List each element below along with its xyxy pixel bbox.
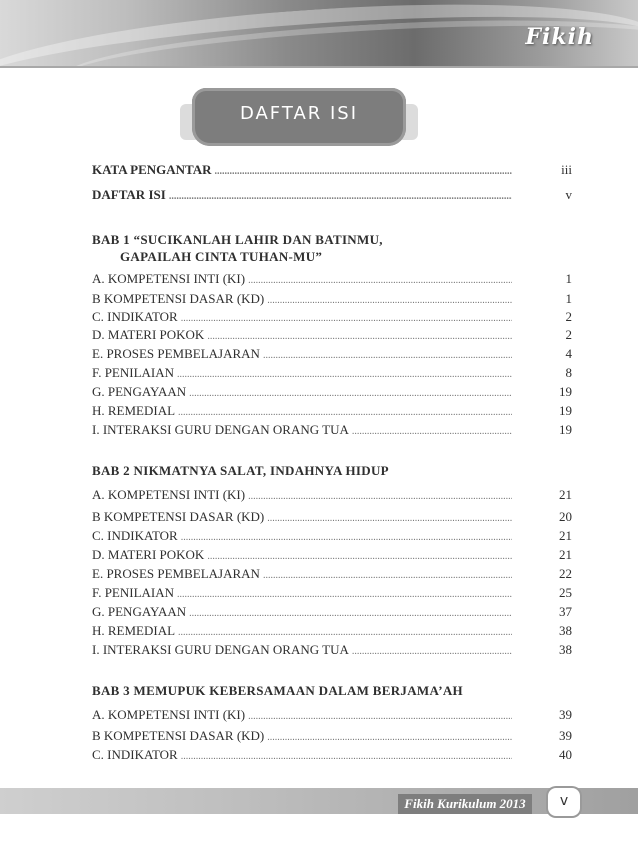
toc-leader bbox=[169, 191, 512, 202]
toc-page: v bbox=[565, 187, 572, 202]
toc-page: 40 bbox=[559, 747, 572, 762]
toc-label: F. PENILAIAN bbox=[92, 365, 175, 380]
toc-row[interactable] bbox=[92, 566, 572, 584]
toc-label: C. INDIKATOR bbox=[92, 309, 178, 324]
toc-label: H. REMEDIAL bbox=[92, 403, 176, 418]
toc-row[interactable] bbox=[92, 422, 572, 440]
header-brand: Fikih bbox=[525, 24, 594, 50]
toc-page: 1 bbox=[565, 271, 572, 286]
toc-leader bbox=[178, 407, 512, 418]
toc-page: 19 bbox=[559, 384, 572, 399]
toc-page: 21 bbox=[559, 487, 572, 502]
toc-label: E. PROSES PEMBELAJARAN bbox=[92, 346, 260, 361]
toc-label: H. REMEDIAL bbox=[92, 623, 176, 638]
toc-label: C. INDIKATOR bbox=[92, 528, 178, 543]
toc-page: 19 bbox=[559, 422, 572, 437]
chapter-1-title[interactable]: BAB 1 “SUCIKANLAH LAHIR DAN BATINMU, bbox=[92, 232, 383, 247]
toc-page: 1 bbox=[565, 291, 572, 306]
toc-leader bbox=[248, 275, 512, 286]
toc-page: 21 bbox=[559, 547, 572, 562]
toc-page: 19 bbox=[559, 403, 572, 418]
toc-leader bbox=[207, 331, 512, 342]
toc-label: D. MATERI POKOK bbox=[92, 327, 205, 342]
toc-leader bbox=[352, 426, 512, 437]
toc-row[interactable] bbox=[92, 585, 572, 603]
toc-leader bbox=[177, 589, 512, 600]
toc-label: A. KOMPETENSI INTI (KI) bbox=[92, 707, 246, 722]
toc-page: 4 bbox=[565, 346, 572, 361]
toc-leader bbox=[248, 711, 512, 722]
toc-leader bbox=[267, 295, 512, 306]
toc-page: 20 bbox=[559, 509, 572, 524]
toc-row[interactable] bbox=[92, 623, 572, 641]
toc-page: 2 bbox=[565, 309, 572, 324]
toc-label: A. KOMPETENSI INTI (KI) bbox=[92, 271, 246, 286]
chapter-1-title-line2: GAPAILAH CINTA TUHAN-MU” bbox=[120, 249, 323, 264]
toc-label: A. KOMPETENSI INTI (KI) bbox=[92, 487, 246, 502]
toc-page: 39 bbox=[559, 728, 572, 743]
page-title: DAFTAR ISI bbox=[239, 103, 359, 124]
toc-page: 21 bbox=[559, 528, 572, 543]
toc-leader bbox=[267, 513, 512, 524]
toc-label: F. PENILAIAN bbox=[92, 585, 175, 600]
toc-row[interactable] bbox=[92, 747, 572, 765]
toc-row[interactable] bbox=[92, 271, 572, 289]
page-number: v bbox=[559, 793, 569, 809]
toc-page: 22 bbox=[559, 566, 572, 581]
toc-row[interactable] bbox=[92, 509, 572, 527]
toc-page: 37 bbox=[559, 604, 572, 619]
toc-label: C. INDIKATOR bbox=[92, 747, 178, 762]
toc-leader bbox=[263, 350, 512, 361]
toc-label: KATA PENGANTAR bbox=[92, 162, 212, 177]
toc-row[interactable] bbox=[92, 642, 572, 660]
toc-label: I. INTERAKSI GURU DENGAN ORANG TUA bbox=[92, 642, 349, 657]
toc-row[interactable] bbox=[92, 728, 572, 746]
toc-leader bbox=[178, 627, 512, 638]
toc-leader bbox=[181, 313, 512, 324]
toc-leader bbox=[263, 570, 512, 581]
toc-row[interactable] bbox=[92, 346, 572, 364]
toc-label: D. MATERI POKOK bbox=[92, 547, 205, 562]
toc-leader bbox=[207, 551, 512, 562]
toc-label: G. PENGAYAAN bbox=[92, 604, 187, 619]
toc-page: 38 bbox=[559, 623, 572, 638]
header-divider bbox=[0, 66, 638, 68]
chapter-3-title[interactable]: BAB 3 MEMUPUK KEBERSAMAAN DALAM BERJAMA’AH bbox=[92, 683, 463, 698]
toc-leader bbox=[352, 646, 512, 657]
toc-label: B KOMPETENSI DASAR (KD) bbox=[92, 728, 265, 743]
footer-band bbox=[0, 788, 638, 814]
toc-leader bbox=[215, 166, 512, 177]
toc-leader bbox=[189, 388, 512, 399]
toc-page: 8 bbox=[565, 365, 572, 380]
toc-row[interactable] bbox=[92, 365, 572, 383]
toc-leader bbox=[181, 751, 512, 762]
toc-row[interactable] bbox=[92, 528, 572, 546]
toc-page: 2 bbox=[565, 327, 572, 342]
toc-page: 38 bbox=[559, 642, 572, 657]
toc-row[interactable] bbox=[92, 707, 572, 725]
toc-row-kata-pengantar[interactable] bbox=[92, 162, 572, 180]
toc-label: E. PROSES PEMBELAJARAN bbox=[92, 566, 260, 581]
toc-leader bbox=[177, 369, 512, 380]
toc-page: iii bbox=[561, 162, 572, 177]
toc-label: DAFTAR ISI bbox=[92, 187, 166, 202]
toc-row[interactable] bbox=[92, 309, 572, 327]
toc-label: B KOMPETENSI DASAR (KD) bbox=[92, 291, 265, 306]
toc-row[interactable] bbox=[92, 291, 572, 309]
toc-row[interactable] bbox=[92, 604, 572, 622]
toc-leader bbox=[181, 532, 512, 543]
toc-label: G. PENGAYAAN bbox=[92, 384, 187, 399]
footer-label: Fikih Kurikulum 2013 bbox=[404, 796, 526, 811]
toc-page: 25 bbox=[559, 585, 572, 600]
chapter-2-title[interactable]: BAB 2 NIKMATNYA SALAT, INDAHNYA HIDUP bbox=[92, 463, 389, 478]
toc-leader bbox=[248, 491, 512, 502]
toc-leader bbox=[267, 732, 512, 743]
toc-row[interactable] bbox=[92, 487, 572, 505]
toc-label: B KOMPETENSI DASAR (KD) bbox=[92, 509, 265, 524]
toc-row-daftar-isi[interactable] bbox=[92, 187, 572, 205]
toc-row[interactable] bbox=[92, 547, 572, 565]
toc-row[interactable] bbox=[92, 327, 572, 345]
toc-leader bbox=[189, 608, 512, 619]
toc-row[interactable] bbox=[92, 403, 572, 421]
toc-page: 39 bbox=[559, 707, 572, 722]
toc-row[interactable] bbox=[92, 384, 572, 402]
title-ribbon bbox=[180, 88, 418, 148]
toc-label: I. INTERAKSI GURU DENGAN ORANG TUA bbox=[92, 422, 349, 437]
